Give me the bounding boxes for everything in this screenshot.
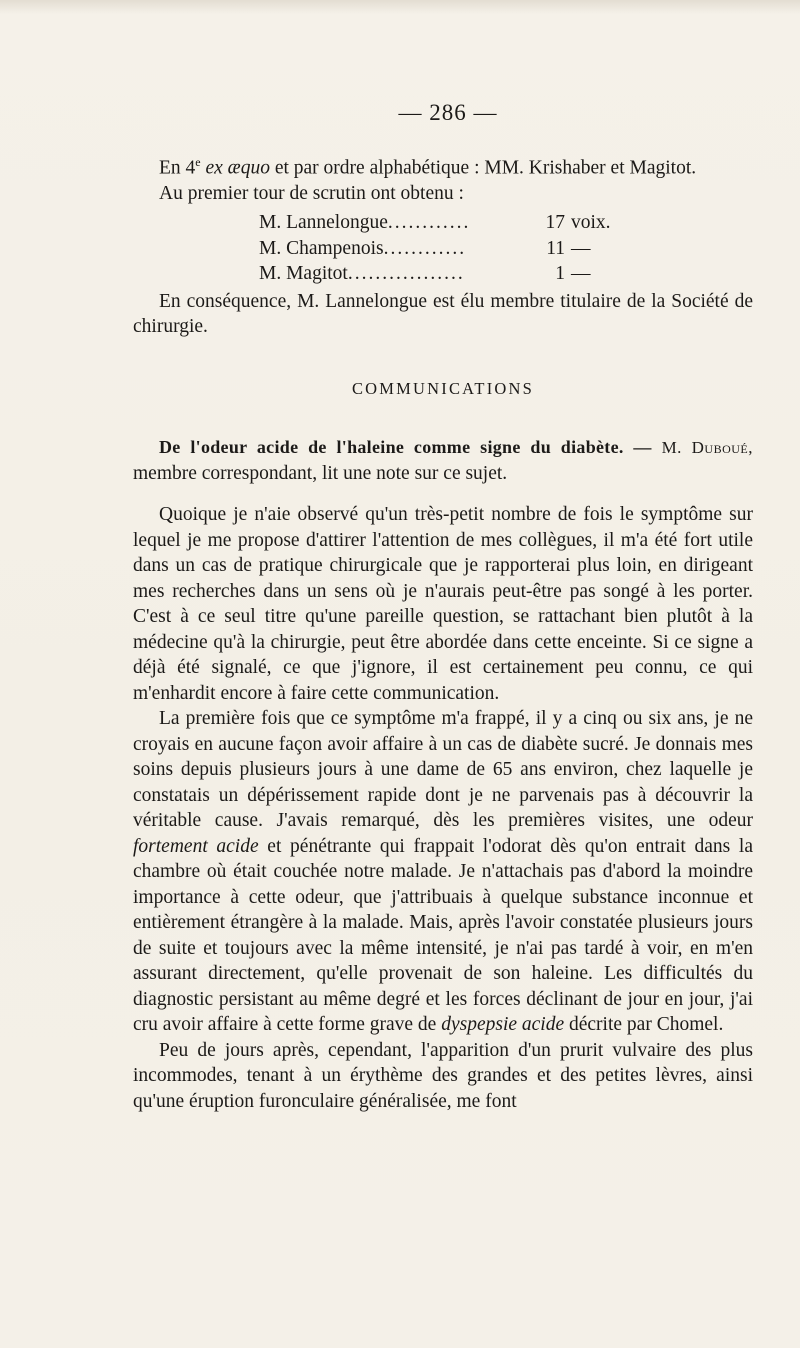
rank-superscript: e: [195, 154, 201, 169]
paragraph-2-text-c: décrite par Chomel.: [564, 1014, 724, 1035]
vote-name: M. Champenois: [259, 237, 384, 259]
vote-leader-dots: .................: [347, 263, 465, 284]
election-result: En conséquence, M. Lannelongue est élu membre titulaire de la Société de chirurgie.: [133, 290, 753, 337]
vote-unit: voix.: [571, 212, 611, 233]
text-block: [133, 100, 753, 1114]
vote-count: 17: [545, 212, 565, 233]
rank-rest: et par ordre alphabétique : MM. Krishaber et Magitot.: [269, 157, 697, 178]
body-paragraph-2: [133, 706, 753, 1038]
vote-row: [259, 210, 629, 236]
rank-prefix: En 4: [159, 157, 196, 178]
body-paragraph-3: Peu de jours après, cependant, l'apparition d'un prurit vulvaire des plus incommodes, tenant à un érythème des grandes et des petites lèvres, ainsi qu'une éruption furonculaire généralisée, me font: [133, 1039, 753, 1112]
article-header: [133, 435, 753, 486]
vote-unit: —: [571, 237, 591, 259]
vote-unit: —: [571, 263, 591, 284]
section-heading: COMMUNICATIONS: [351, 378, 535, 398]
vote-list: [259, 210, 629, 287]
page-number: — 286 —: [398, 100, 498, 125]
emphasis-dyspepsie-acide: dyspepsie acide: [441, 1014, 565, 1035]
vote-row: [259, 236, 629, 262]
emphasis-fortement-acide: fortement acide: [133, 835, 259, 857]
vote-intro: Au premier tour de scrutin ont obtenu :: [159, 182, 464, 204]
vote-leader-dots: ............: [387, 212, 471, 233]
paragraph-2-text-a: La première fois que ce symptôme m'a frappé, il y a cinq ou six ans, je ne croyais en aucune façon avoir affaire à un cas de diabète sucré. Je donnais mes soins depuis plusieurs jours à une dame de 65 ans environ, chez laquelle je constatais un dépérissement rapide dont je ne parvenais pas à découvrir la véritable cause. J'avais remarqué, dès les premières visites, une odeur: [133, 708, 753, 831]
rank-phrase: ex æquo: [205, 157, 270, 178]
vote-leader-dots: ............: [383, 237, 467, 259]
paragraph-2-text-b: et pénétrante qui frappait l'odorat dès qu'on entrait dans la chambre où était couchée notre malade. Je n'attachais pas d'abord la moindre importance à cette odeur, que j'attribuais à quelque substance inconnue et entièrement étrangère à la malade. Mais, après l'avoir constatée plusieurs jours de suite et toujours avec la même intensité, je n'ai pas tardé à voir, en m'en assurant directement, qu'elle provenait de son haleine. Les difficultés du diagnostic persistant au même degré et les forces déclinant de jour en jour, j'ai cru avoir affaire à cette forme grave de: [133, 835, 754, 1035]
vote-name: M. Magitot: [259, 263, 348, 284]
vote-name: M. Lannelongue: [259, 212, 388, 233]
vote-row: [259, 261, 629, 287]
rank-paragraph: [133, 150, 753, 181]
article-title: De l'odeur acide de l'haleine comme signe du diabète. —: [159, 437, 652, 457]
article-byline: membre correspondant, lit une note sur ce sujet.: [133, 462, 508, 484]
body-paragraph-1: Quoique je n'aie observé qu'un très-petit nombre de fois le symptôme sur lequel je me propose d'attirer l'attention de mes collègues, il m'a été fort utile dans un cas de pratique chirurgicale que je rapporterai plus loin, en dirigeant mes recherches dans un sens où je n'aurais peut-être pas songé à les porter. C'est à ce seul titre qu'une pareille question, se rattachant bien plutôt à la médecine qu'à la chirurgie, peut être abordée dans cette enceinte. Si ce signe a déjà été signalé, ce que j'ignore, il est certainement peu connu, ce qui m'enhardit encore à faire cette communication.: [133, 504, 753, 704]
vote-count: 1: [555, 263, 565, 284]
page-top-edge: [0, 0, 800, 14]
vote-count: 11: [546, 237, 565, 259]
article-author: M. Duboué,: [661, 438, 753, 457]
